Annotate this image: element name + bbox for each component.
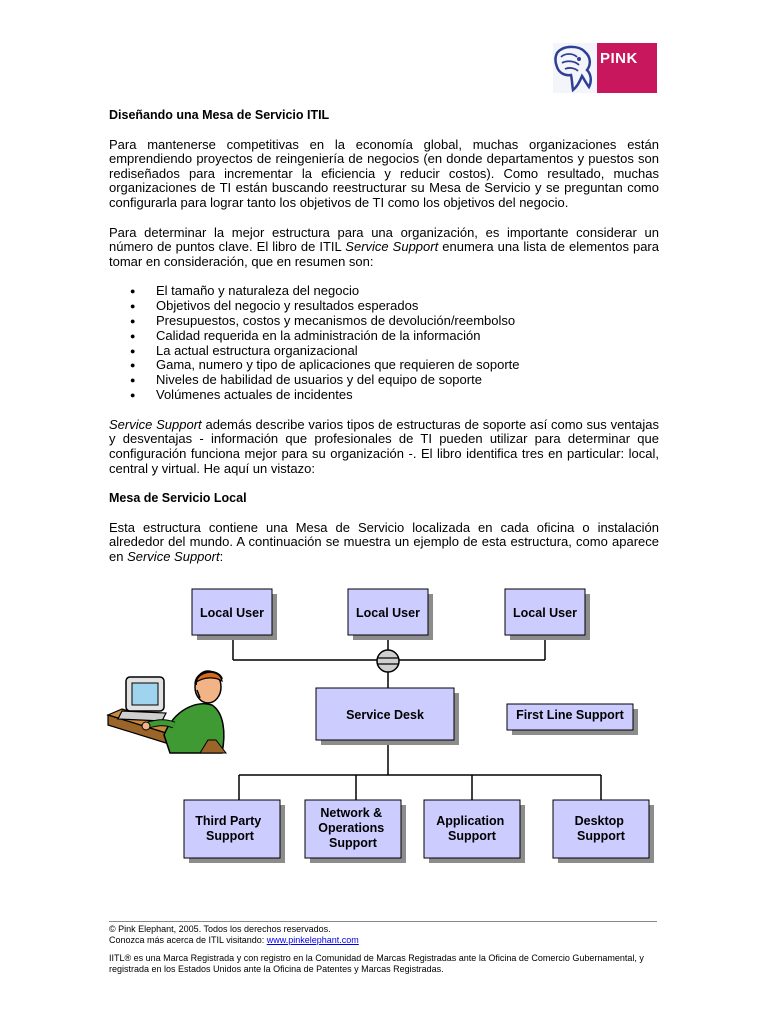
service-desk-label: Service Desk bbox=[346, 708, 424, 722]
text-run: Esta estructura contiene una Mesa de Servicio localizada en cada oficina o instalación alrededor del mundo. A continuación se muestra un ejemplo de esta estructura, como aparece en bbox=[109, 519, 659, 564]
text-run: además describe varios tipos de estructuras de soporte así como sus ventajas y desventajas - información que profesionales de TI pueden utilizar para determinar que configuración funciona mejor para su organización -. El libro identifica tres en particular: local, central y virtual. He aquí un vistazo: bbox=[109, 416, 659, 476]
user-box-1 bbox=[192, 589, 277, 640]
support-label: Network & bbox=[320, 806, 383, 820]
book-title: Service Support bbox=[109, 416, 202, 432]
list-item: ● El tamaño y naturaleza del negocio bbox=[109, 284, 659, 299]
support-box-network bbox=[305, 800, 406, 863]
list-item: ● Volúmenes actuales de incidentes bbox=[109, 388, 659, 403]
list-item: ● La actual estructura organizacional bbox=[109, 344, 659, 359]
text-run: Conozca más acerca de ITIL visitando: bbox=[109, 934, 267, 945]
section-heading: Mesa de Servicio Local bbox=[109, 491, 247, 506]
text-run: Para determinar la mejor estructura para una organización, es importante considerar un número de puntos clave. El libro de ITIL bbox=[109, 224, 659, 255]
page-footer bbox=[109, 921, 657, 974]
logo-wordmark: PINK bbox=[597, 43, 657, 93]
more-info-line bbox=[109, 935, 657, 946]
support-label: Desktop bbox=[574, 814, 624, 828]
pink-elephant-logo bbox=[553, 43, 657, 93]
user-label: Local User bbox=[200, 606, 264, 620]
support-box-desktop bbox=[553, 800, 654, 863]
article-body bbox=[109, 108, 659, 564]
help-desk-agent-clipart bbox=[108, 671, 226, 753]
support-label: Support bbox=[448, 829, 496, 843]
svg-text:Desktop Support bbox=[575, 814, 628, 843]
elephant-icon bbox=[553, 43, 597, 93]
text-run: : bbox=[219, 548, 224, 564]
service-desk-box bbox=[316, 688, 459, 745]
first-line-support-box bbox=[507, 704, 638, 735]
user-box-3 bbox=[505, 589, 590, 640]
support-label: Support bbox=[329, 836, 377, 850]
considerations-list bbox=[109, 284, 659, 402]
list-item: ● Gama, numero y tipo de aplicaciones que requieren de soporte bbox=[109, 358, 659, 373]
hub-node bbox=[377, 650, 399, 672]
website-link[interactable]: www.pinkelephant.com bbox=[266, 934, 359, 945]
user-box-2 bbox=[348, 589, 433, 640]
footer-divider bbox=[109, 921, 657, 922]
support-label: Support bbox=[577, 829, 625, 843]
book-title: Service Support bbox=[345, 239, 439, 255]
user-label: Local User bbox=[356, 606, 420, 620]
book-title: Service Support bbox=[127, 548, 220, 564]
support-label: Application bbox=[436, 814, 505, 828]
copyright-text: © Pink Elephant, 2005. Todos los derechos reservados. bbox=[109, 924, 331, 934]
list-item: ● Presupuestos, costos y mecanismos de devolución/reembolso bbox=[109, 314, 659, 329]
structures-paragraph bbox=[109, 418, 659, 476]
user-label: Local User bbox=[513, 606, 577, 620]
support-label: Support bbox=[206, 829, 254, 843]
support-box-application bbox=[424, 800, 525, 863]
intro-paragraph: Para mantenerse competitivas en la economía global, muchas organizaciones están emprendiendo proyectos de reingeniería de negocios (en donde departamentos y puestos son rediseñados para incrementar la eficiencia y reducir costos). Como resultado, muchas organizaciones de TI están buscando reestructurar su Mesa de Servicio y se preguntan como configurarla para lograr tanto los objetivos de TI como los objetivos del negocio. bbox=[109, 136, 659, 210]
page-title: Diseñando una Mesa de Servicio ITIL bbox=[109, 108, 330, 122]
trademark-notice: IITL® es una Marca Registrada y con registro en la Comunidad de Marcas Registradas ante la Oficina de Comercio Gubernamental, y registrada en los Estados Unidos ante la Oficina de Patentes y Marcas Registradas. bbox=[109, 953, 644, 974]
key-points-paragraph bbox=[109, 226, 659, 270]
diagram-canvas bbox=[104, 575, 664, 870]
list-item: ● Objetivos del negocio y resultados esperados bbox=[109, 299, 659, 314]
first-line-label: First Line Support bbox=[516, 708, 624, 722]
text-run: enumera una lista de elementos para tomar en consideración, que en resumen son: bbox=[109, 239, 659, 269]
support-label: Operations bbox=[318, 821, 385, 835]
local-desk-paragraph bbox=[109, 521, 659, 565]
list-item: ● Niveles de habilidad de usuarios y del equipo de soporte bbox=[109, 373, 659, 388]
support-label: Third Party bbox=[195, 814, 262, 828]
support-box-third-party bbox=[184, 800, 285, 863]
list-item: ● Calidad requerida en la administración de la información bbox=[109, 329, 659, 344]
local-service-desk-diagram bbox=[104, 575, 664, 870]
